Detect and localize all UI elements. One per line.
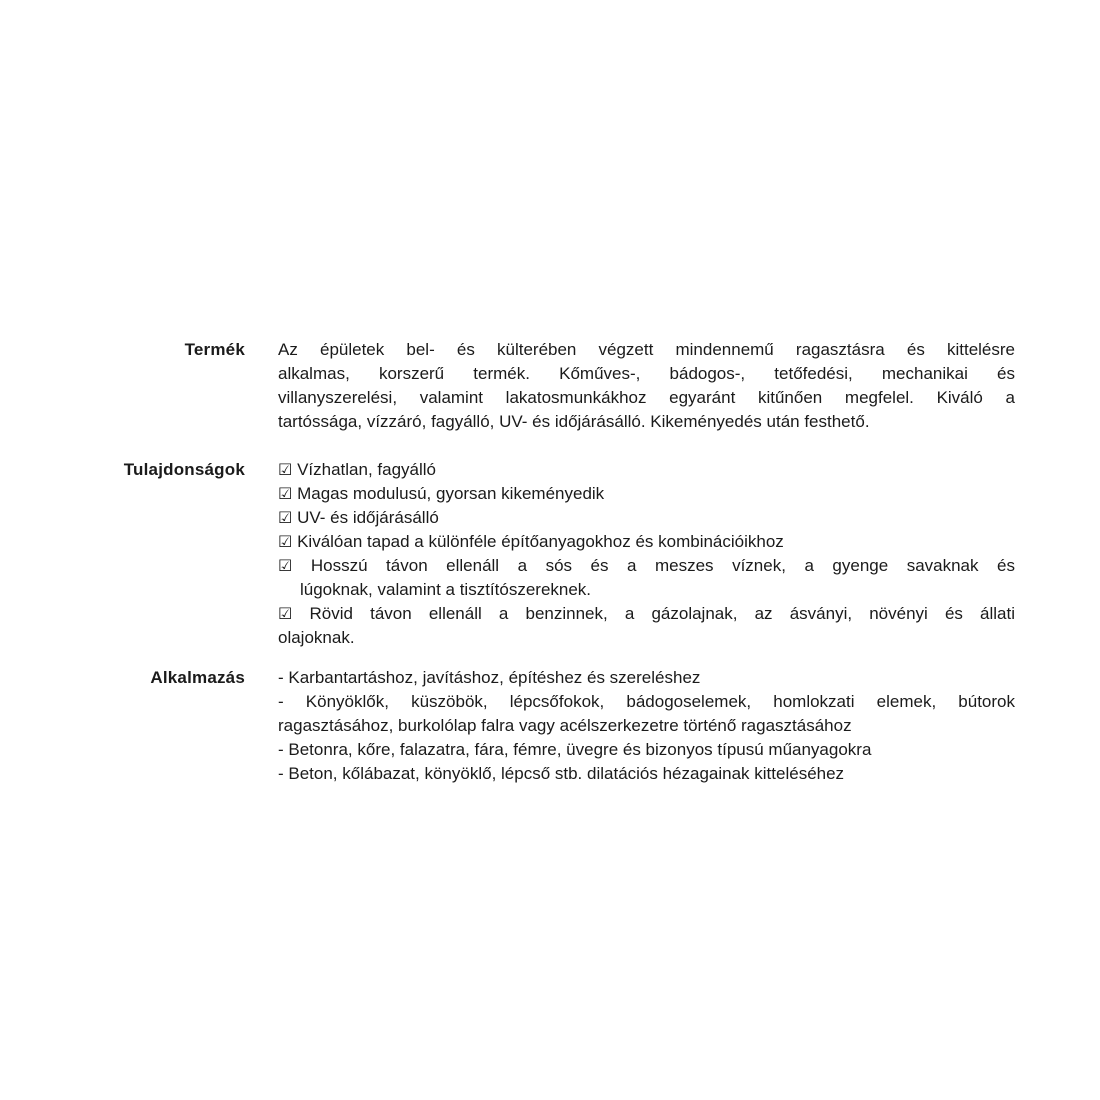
section-label-termek: Termék	[184, 340, 245, 359]
property-line	[278, 554, 1015, 578]
paragraph-line: alkalmas, korszerű termék. Kőműves-, bádogos-, tetőfedési, mechanikai és	[278, 364, 1015, 383]
property-item	[278, 506, 1015, 530]
section-label-tulajdonsagok: Tulajdonságok	[123, 460, 245, 479]
property-text: Rövid távon ellenáll a benzinnek, a gázolajnak, az ásványi, növényi és állati	[309, 604, 1015, 623]
section-termek	[105, 338, 1017, 434]
property-line	[278, 506, 1015, 530]
section-body-tulajdonsagok	[278, 458, 1015, 650]
property-line	[278, 626, 1015, 650]
property-text: olajoknak.	[278, 628, 355, 647]
property-item	[278, 458, 1015, 482]
section-label-alkalmazas: Alkalmazás	[150, 668, 245, 687]
application-item	[278, 738, 1015, 762]
property-item	[278, 482, 1015, 506]
paragraph-line: villanyszerelési, valamint lakatosmunkákhoz egyaránt kitűnően megfelel. Kiváló a	[278, 388, 1015, 407]
checkbox-checked-icon: ☑	[278, 484, 293, 503]
property-text: Kiválóan tapad a különféle építőanyagokhoz és kombinációikhoz	[297, 532, 784, 551]
application-line: ragasztásához, burkolólap falra vagy acélszerkezetre történő ragasztásához	[278, 716, 852, 735]
application-line: - Könyöklők, küszöbök, lépcsőfokok, bádogoselemek, homlokzati elemek, bútorok	[278, 692, 1015, 711]
property-text: Magas modulusú, gyorsan kikeményedik	[297, 484, 605, 503]
section-body-alkalmazas	[278, 666, 1015, 786]
property-line	[278, 578, 1015, 602]
checkbox-checked-icon: ☑	[278, 556, 293, 575]
property-text: lúgoknak, valamint a tisztítószereknek.	[300, 580, 592, 599]
checkbox-checked-icon: ☑	[278, 532, 293, 551]
property-text: UV- és időjárásálló	[297, 508, 439, 527]
checkbox-checked-icon: ☑	[278, 604, 293, 623]
property-line	[278, 482, 1015, 506]
property-item	[278, 602, 1015, 650]
property-text: Hosszú távon ellenáll a sós és a meszes víznek, a gyenge savaknak és	[310, 556, 1015, 575]
section-body-termek	[278, 338, 1015, 434]
property-line	[278, 458, 1015, 482]
property-item	[278, 554, 1015, 602]
property-text: Vízhatlan, fagyálló	[297, 460, 436, 479]
application-line: - Beton, kőlábazat, könyöklő, lépcső stb. dilatációs hézagainak kitteléséhez	[278, 764, 845, 783]
property-line	[278, 602, 1015, 626]
paragraph-line: Az épületek bel- és külterében végzett mindennemű ragasztásra és kittelésre	[278, 340, 1015, 359]
application-line: - Karbantartáshoz, javításhoz, építéshez és szereléshez	[278, 668, 701, 687]
section-tulajdonsagok	[105, 458, 1017, 650]
section-alkalmazas	[105, 666, 1017, 786]
checkbox-checked-icon: ☑	[278, 508, 293, 527]
checkbox-checked-icon: ☑	[278, 460, 293, 479]
paragraph-line: tartóssága, vízzáró, fagyálló, UV- és időjárásálló. Kikeményedés után festhető.	[278, 412, 870, 431]
application-line: - Betonra, kőre, falazatra, fára, fémre, üvegre és bizonyos típusú műanyagokra	[278, 740, 872, 759]
application-item	[278, 690, 1015, 738]
property-line	[278, 530, 1015, 554]
application-item	[278, 762, 1015, 786]
property-item	[278, 530, 1015, 554]
application-item	[278, 666, 1015, 690]
